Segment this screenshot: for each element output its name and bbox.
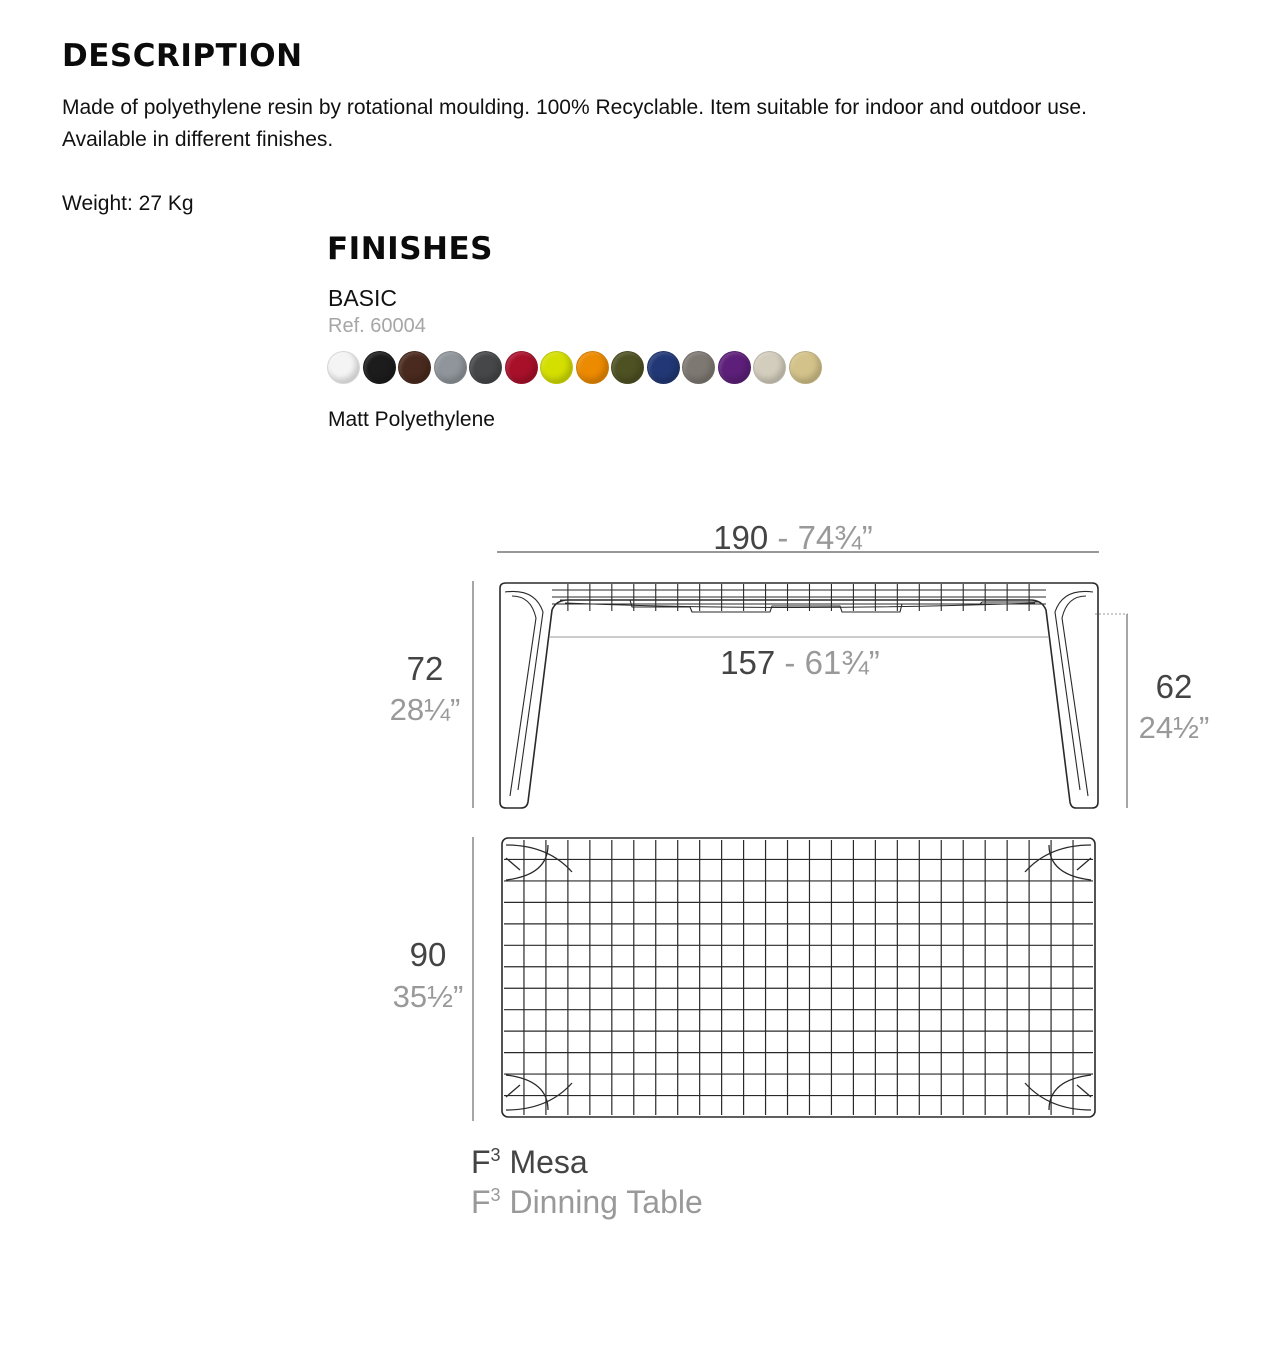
width-imperial-label: 35½” [392,979,464,1014]
top-view-leg-corners [506,845,1091,1110]
description-heading: DESCRIPTION [62,38,303,74]
height-imperial-label: 28¼” [389,692,461,727]
weight-text: Weight: 27 Kg [62,192,194,215]
product-name-en: $F^3$ Dinning Table [471,1184,703,1220]
inner-length-dimension-label: 157 - 61¾” [720,644,880,681]
table-side-view [500,583,1098,808]
material-text: Matt Polyethylene [328,408,495,431]
finish-reference: Ref. 60004 [328,315,426,337]
height-metric-label: 72 [406,650,444,687]
width-metric-label: 90 [409,936,447,973]
table-top-view [502,838,1095,1117]
description-text: Made of polyethylene resin by rotational moulding. 100% Recyclable. Item suitable for indoor and outdoor use. Available in different finishes. [62,96,1087,151]
inner-height-metric-label: 62 [1155,668,1193,705]
top-view-grid [504,840,1093,1115]
side-grid-ticks [552,584,1046,611]
finishes-heading: FINISHES [327,231,493,267]
length-dimension-label: 190 - 74¾” [713,519,873,556]
finish-group-name: BASIC [328,285,398,311]
inner-height-imperial-label: 24½” [1138,710,1210,745]
product-name-es: $F^3$ Mesa [471,1144,588,1180]
